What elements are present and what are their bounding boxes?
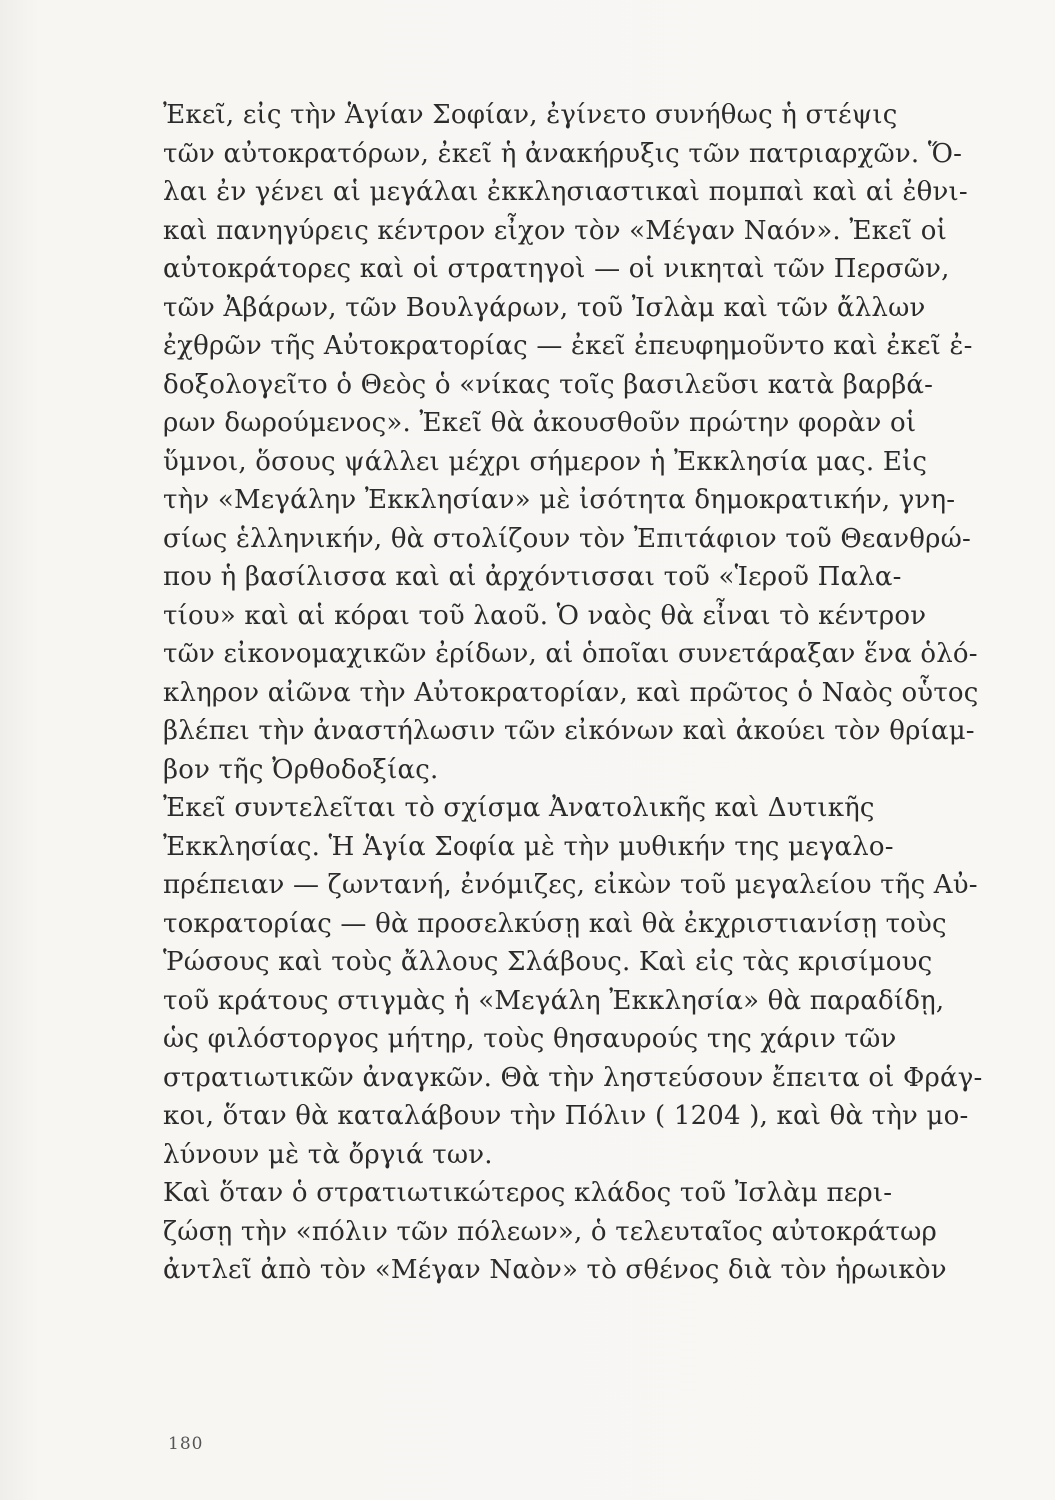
paragraph-1: Ἐκεῖ, εἰς τὴν Ἁγίαν Σοφίαν, ἐγίνετο συνήθως ἡ στέψις τῶν αὐτοκρατόρων, ἐκεῖ ἡ ἀνακήρυξις τῶν πατριαρχῶν. Ὅ- λαι ἐν γένει αἱ μεγάλαι ἐκκλησιαστικαὶ πομπαὶ καὶ αἱ ἐθνι- καὶ πανηγύρεις κέντρον εἶχον τὸν «Μέγαν Ναόν». Ἐκεῖ οἱ αὐτοκράτορες καὶ οἱ στρατηγοὶ — οἱ νικηταὶ τῶν Περσῶν, τῶν Ἀβάρων, τῶν Βουλγάρων, τοῦ Ἰσλὰμ καὶ τῶν ἄλλων ἐχθρῶν τῆς Αὐτοκρατορίας — ἐκεῖ ἐπευφημοῦντο καὶ ἐκεῖ ἐ- δοξολογεῖτο ὁ Θεὸς ὁ «νίκας τοῖς βασιλεῦσι κατὰ βαρβά- ρων δωρούμενος». Ἐκεῖ θὰ ἀκουσθοῦν πρώτην φορὰν οἱ ὕμνοι, ὅσους ψάλλει μέχρι σήμερον ἡ Ἐκκλησία μας. Εἰς τὴν «Μεγάλην Ἐκκλησίαν» μὲ ἰσότητα δημοκρατικήν, γνη- σίως ἑλληνικήν, θὰ στολίζουν τὸν Ἐπιτάφιον τοῦ Θεανθρώ- που ἡ βασίλισσα καὶ αἱ ἀρχόντισσαι τοῦ «Ἱεροῦ Παλα- τίου» καὶ αἱ κόραι τοῦ λαοῦ. Ὁ ναὸς θὰ εἶναι τὸ κέντρον τῶν εἰκονομαχικῶν ἐρίδων, αἱ ὁποῖαι συνετάραξαν ἕνα ὁλό- κληρον αἰῶνα τὴν Αὐτοκρατορίαν, καὶ πρῶτος ὁ Ναὸς οὗτος βλέπει τὴν ἀναστήλωσιν τῶν εἰκόνων καὶ ἀκούει τὸν θρίαμ- βον τῆς Ὀρθοδοξίας. <box>163 100 979 785</box>
paragraph-3: Καὶ ὅταν ὁ στρατιωτικώτερος κλάδος τοῦ Ἰσλὰμ περι- ζώσῃ τὴν «πόλιν τῶν πόλεων», ὁ τελευταῖος αὐτοκράτωρ ἀντλεῖ ἀπὸ τὸν «Μέγαν Ναὸν» τὸ σθένος διὰ τὸν ἡρωικὸν <box>163 1178 947 1285</box>
body-text <box>163 96 1043 1290</box>
page-number: 180 <box>168 1434 204 1454</box>
paragraph-2: Ἐκεῖ συντελεῖται τὸ σχίσμα Ἀνατολικῆς καὶ Δυτικῆς Ἐκκλησίας. Ἡ Ἁγία Σοφία μὲ τὴν μυθικήν της μεγαλο- πρέπειαν — ζωντανή, ἐνόμιζες, εἰκὼν τοῦ μεγαλείου τῆς Αὐ- τοκρατορίας — θὰ προσελκύσῃ καὶ θὰ ἐκχριστιανίσῃ τοὺς Ῥώσους καὶ τοὺς ἄλλους Σλάβους. Καὶ εἰς τὰς κρισίμους τοῦ κράτους στιγμὰς ἡ «Μεγάλη Ἐκκλησία» θὰ παραδίδῃ, ὡς φιλόστοργος μήτηρ, τοὺς θησαυρούς της χάριν τῶν στρατιωτικῶν ἀναγκῶν. Θὰ τὴν ληστεύσουν ἔπειτα οἱ Φράγ- κοι, ὅταν θὰ καταλάβουν τὴν Πόλιν ( 1204 ), καὶ θὰ τὴν μο- λύνουν μὲ τὰ ὄργιά των. <box>163 793 983 1170</box>
